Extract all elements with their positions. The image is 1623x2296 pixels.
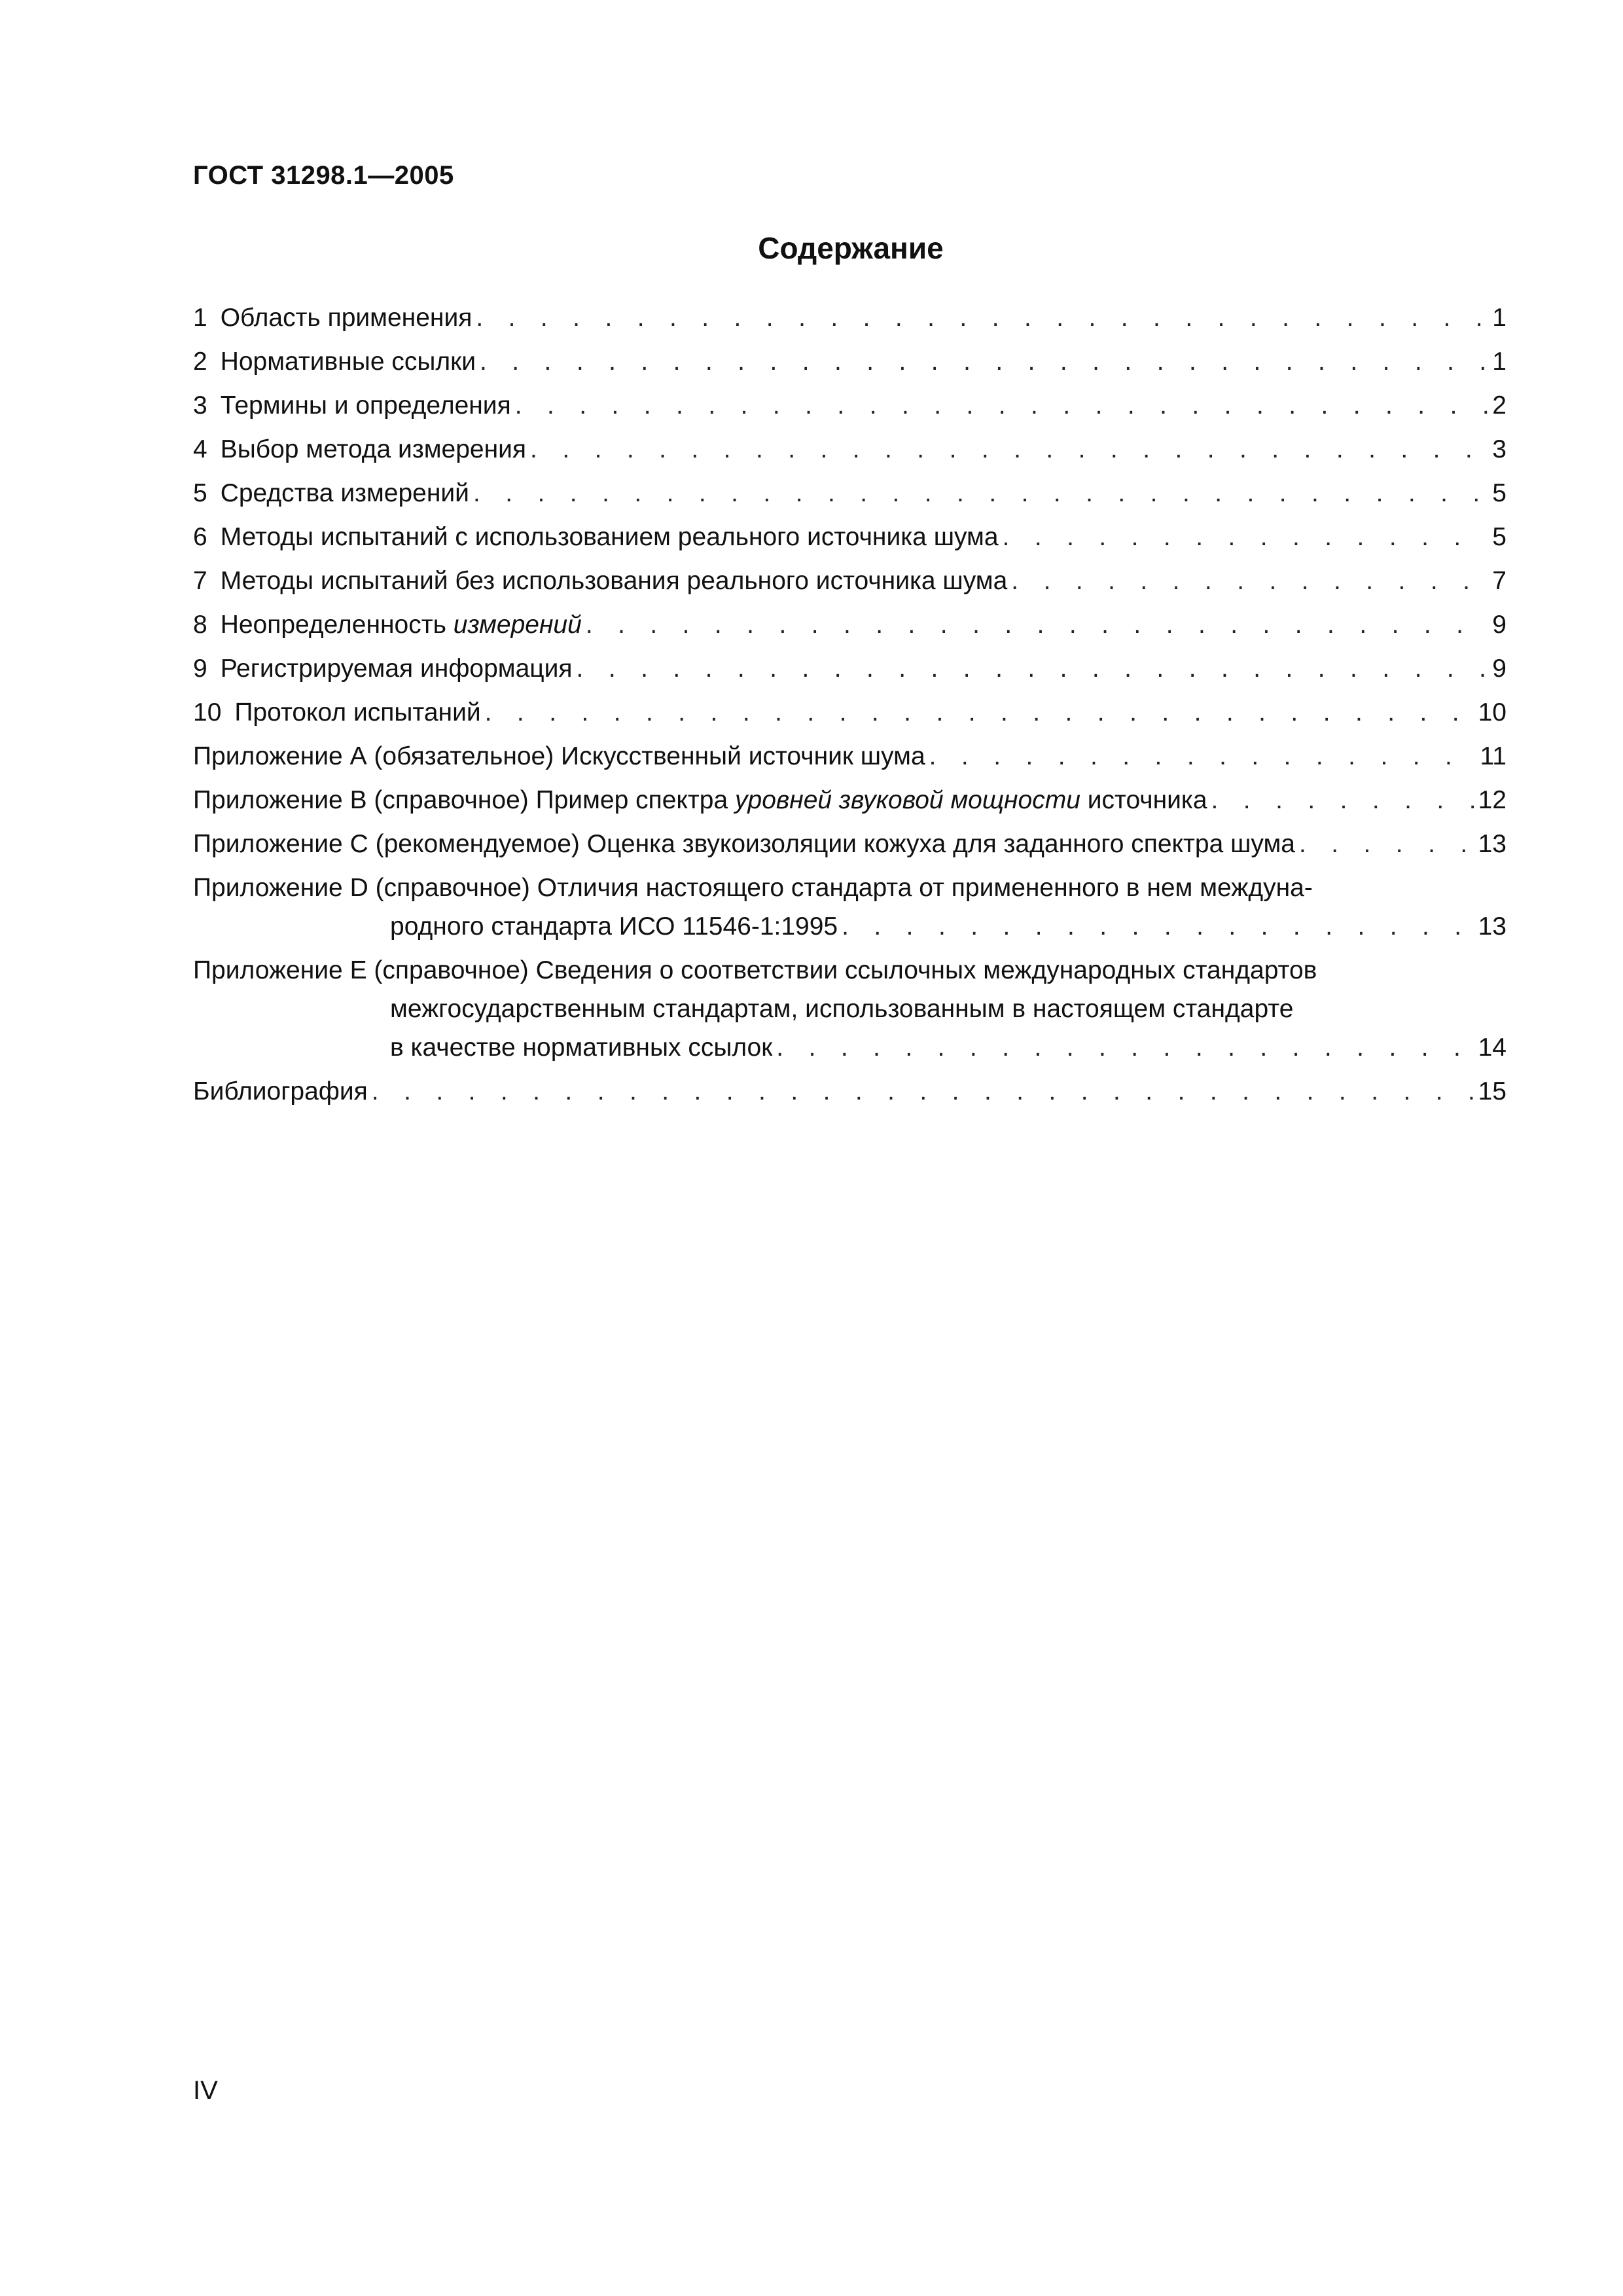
dot-leader: [1211, 781, 1474, 819]
toc-entry-10[interactable]: [193, 693, 1507, 737]
toc-entry-6[interactable]: [193, 518, 1507, 562]
toc-entry-page: 11: [1480, 742, 1507, 770]
toc-entry-appendix-b[interactable]: [193, 781, 1507, 825]
toc-entry-7[interactable]: [193, 562, 1507, 605]
dot-leader: [1003, 518, 1488, 556]
toc-entry-title-line1: Приложение D (справочное) Отличия настоящего стандарта от примененного в нем междуна-: [193, 874, 1313, 902]
toc-entry-8[interactable]: [193, 605, 1507, 649]
toc-entry-number: 5: [193, 479, 207, 507]
dot-leader: [842, 907, 1474, 946]
toc-entry-page: 12: [1478, 786, 1507, 814]
toc-entry-title-italic: уровней звуковой мощности: [735, 786, 1080, 814]
dot-leader: [586, 605, 1488, 644]
toc-entry-bibliography[interactable]: [193, 1072, 1507, 1116]
toc-entry-title-line1: Приложение Е (справочное) Сведения о соответствии ссылочных международных стандартов: [193, 956, 1317, 984]
table-of-contents: [193, 298, 1507, 1116]
toc-entry-number: 1: [193, 304, 207, 332]
toc-entry-3[interactable]: [193, 386, 1507, 430]
toc-entry-number: 7: [193, 567, 207, 595]
toc-entry-appendix-d[interactable]: [193, 869, 1507, 951]
toc-entry-number: 4: [193, 435, 207, 463]
toc-entry-1[interactable]: [193, 298, 1507, 342]
toc-entry-title: Библиография: [193, 1077, 368, 1105]
toc-entry-appendix-a[interactable]: [193, 737, 1507, 781]
toc-entry-title: Неопределенность: [220, 611, 446, 639]
dot-leader: [515, 386, 1488, 425]
dot-leader: [372, 1072, 1474, 1111]
toc-entry-title: Выбор метода измерения: [220, 435, 527, 463]
toc-entry-number: 2: [193, 348, 207, 376]
toc-entry-number: 9: [193, 655, 207, 683]
toc-entry-page: 10: [1478, 698, 1507, 726]
toc-entry-2[interactable]: [193, 342, 1507, 386]
dot-leader: [1011, 562, 1488, 600]
toc-entry-page: 1: [1492, 304, 1507, 332]
toc-entry-title-line3: в качестве нормативных ссылок: [390, 1033, 773, 1062]
toc-entry-page: 5: [1492, 523, 1507, 551]
toc-entry-title: Область применения: [220, 304, 473, 332]
toc-entry-title: Методы испытаний без использования реального источника шума: [220, 567, 1008, 595]
toc-entry-page: 13: [1478, 830, 1507, 858]
toc-entry-page: 14: [1478, 1033, 1507, 1062]
toc-entry-title-line2: межгосударственным стандартам, использованным в настоящем стандарте: [390, 995, 1294, 1023]
dot-leader: [1299, 825, 1474, 863]
toc-entry-page: 5: [1492, 479, 1507, 507]
toc-entry-number: 6: [193, 523, 207, 551]
toc-entry-number: 8: [193, 611, 207, 639]
toc-entry-page: 1: [1492, 348, 1507, 376]
toc-entry-title-italic: измерений: [453, 611, 582, 639]
toc-entry-title-end: источника: [1087, 786, 1207, 814]
toc-entry-title: Термины и определения: [220, 391, 511, 420]
toc-entry-number: 3: [193, 391, 207, 420]
toc-entry-page: 2: [1492, 391, 1507, 420]
toc-entry-number: 10: [193, 698, 222, 726]
toc-title: Содержание: [758, 231, 944, 265]
dot-leader: [577, 649, 1488, 688]
toc-entry-page: 15: [1478, 1077, 1507, 1105]
dot-leader: [530, 430, 1488, 469]
toc-entry-title: Средства измерений: [220, 479, 469, 507]
dot-leader: [485, 693, 1474, 732]
dot-leader: [476, 298, 1488, 337]
page-number: IV: [193, 2076, 218, 2105]
toc-entry-title: Приложение А (обязательное) Искусственный источник шума: [193, 742, 925, 770]
toc-entry-5[interactable]: [193, 474, 1507, 518]
toc-entry-page: 9: [1492, 655, 1507, 683]
toc-entry-title: Протокол испытаний: [234, 698, 481, 726]
toc-entry-title: Приложение В (справочное) Пример спектра: [193, 786, 728, 814]
toc-entry-appendix-e[interactable]: [193, 951, 1507, 1072]
toc-entry-page: 13: [1478, 912, 1507, 941]
toc-entry-appendix-c[interactable]: [193, 825, 1507, 869]
toc-entry-page: 3: [1492, 435, 1507, 463]
dot-leader: [776, 1028, 1474, 1067]
dot-leader: [929, 737, 1476, 776]
toc-entry-title: Приложение С (рекомендуемое) Оценка звукоизоляции кожуха для заданного спектра шума: [193, 830, 1295, 858]
page-header: ГОСТ 31298.1—2005: [193, 161, 454, 190]
toc-entry-page: 7: [1492, 567, 1507, 595]
toc-entry-9[interactable]: [193, 649, 1507, 693]
toc-entry-title: Методы испытаний с использованием реального источника шума: [220, 523, 999, 551]
dot-leader: [480, 342, 1488, 381]
toc-entry-title: Регистрируемая информация: [220, 655, 573, 683]
toc-entry-title: Нормативные ссылки: [220, 348, 476, 376]
toc-entry-title-line2: родного стандарта ИСО 11546-1:1995: [390, 912, 838, 941]
toc-entry-4[interactable]: [193, 430, 1507, 474]
dot-leader: [473, 474, 1488, 512]
toc-entry-page: 9: [1492, 611, 1507, 639]
